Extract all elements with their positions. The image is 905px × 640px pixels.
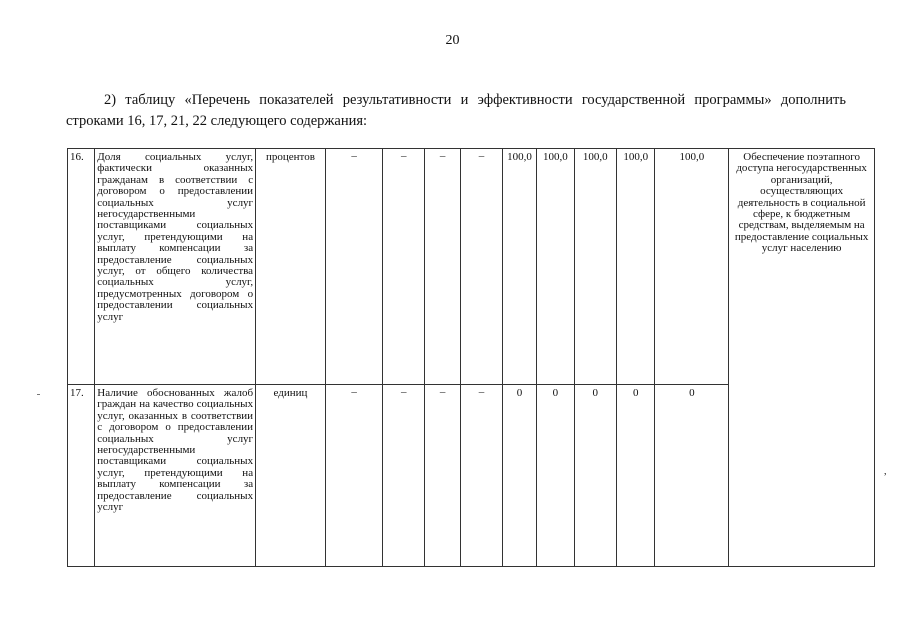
- value-cell: –: [325, 149, 383, 385]
- intro-paragraph: 2) таблицу «Перечень показателей результативности и эффективности государственной программы» дополнить строками 16, 17, 21, 22 следующего содержания:: [66, 92, 846, 129]
- value-cell: 0: [655, 385, 729, 567]
- unit-cell: единиц: [256, 385, 326, 567]
- value-cell: 0: [574, 385, 616, 567]
- value-cell: 0: [537, 385, 574, 567]
- value-cell: –: [461, 385, 502, 567]
- value-cell: 0: [617, 385, 655, 567]
- value-cell: 100,0: [617, 149, 655, 385]
- unit-cell: процентов: [256, 149, 326, 385]
- indicator-name: Доля социальных услуг, фактически оказанных гражданам в соответствии с договором о предоставлении социальных услуг негосударственными поставщиками социальных услуг, претендующими на выплату компенсации за предоставление социальных услуг, от общего количества социальных услуг, предусмотренных договором о предоставлении социальных услуг: [95, 149, 256, 385]
- value-cell: –: [383, 149, 424, 385]
- goal-cell: Обеспечение поэтапного доступа негосударственных организаций, осуществляющих деятельность в социальной сфере, к бюджетным средствам, выделяемым на предоставление социальных услуг населению: [729, 149, 875, 567]
- value-cell: –: [424, 149, 460, 385]
- row-number: 16.: [68, 149, 95, 385]
- value-cell: 0: [502, 385, 536, 567]
- indicator-name: Наличие обоснованных жалоб граждан на качество социальных услуг, оказанных в соответствии с договором о предоставлении социальных услуг негосударственными поставщиками социальных услуг, претендующими на выплату компенсации за предоставление социальных услуг: [95, 385, 256, 567]
- value-cell: 100,0: [537, 149, 574, 385]
- row-number: 17.: [68, 385, 95, 567]
- value-cell: 100,0: [502, 149, 536, 385]
- page-number: 20: [445, 33, 460, 48]
- value-cell: –: [461, 149, 502, 385]
- trailing-comma: ,: [884, 466, 887, 477]
- value-cell: –: [383, 385, 424, 567]
- table-row: [68, 149, 875, 385]
- scan-speck: [37, 394, 40, 395]
- value-cell: 100,0: [655, 149, 729, 385]
- indicators-table: [67, 148, 875, 567]
- value-cell: –: [424, 385, 460, 567]
- value-cell: 100,0: [574, 149, 616, 385]
- value-cell: –: [325, 385, 383, 567]
